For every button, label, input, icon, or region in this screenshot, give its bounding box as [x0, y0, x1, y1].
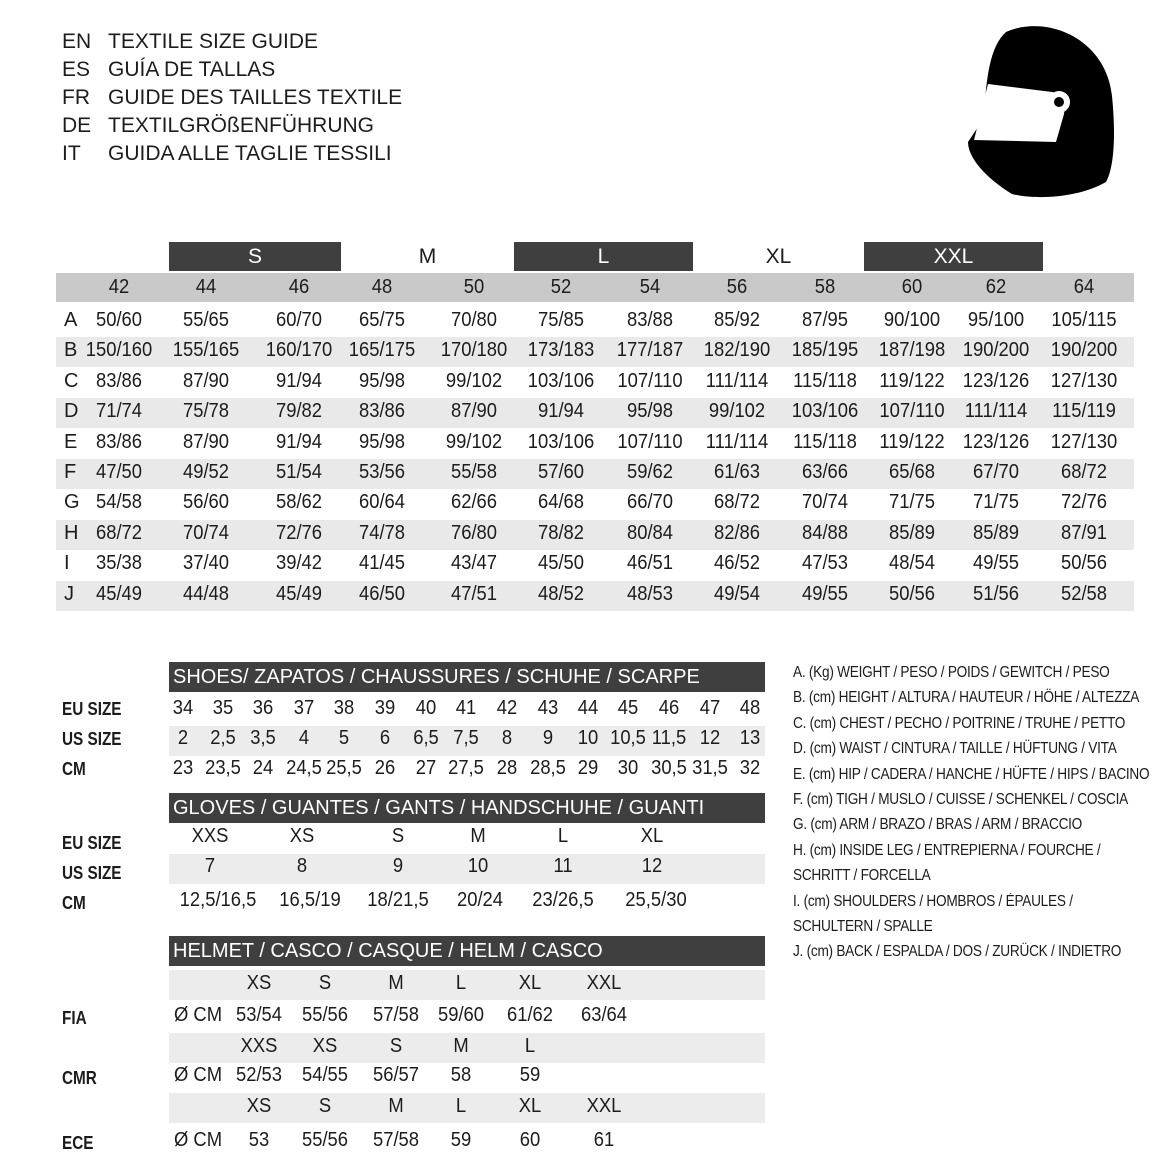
table-cell: 111/114: [964, 400, 1028, 423]
helmet-cm-cell: 59/60: [437, 1004, 485, 1026]
shoe-size-cell: 23,5: [205, 757, 241, 779]
gloves-label-eu: EU SIZE: [62, 833, 122, 853]
table-cell: 103/106: [527, 369, 595, 392]
legend-item: E. (cm) HIP / CADERA / HANCHE / HÜFTE / HIPS / BACINO: [793, 765, 1150, 783]
table-cell: 187/198: [878, 339, 946, 362]
shoe-size-cell: 9: [542, 727, 554, 749]
table-cell: 48/54: [888, 552, 936, 575]
table-cell: 41/45: [358, 552, 406, 575]
table-cell: 119/122: [879, 430, 945, 453]
table-cell: 49/54: [713, 582, 761, 605]
table-cell: 68/72: [95, 521, 143, 544]
table-cell: 103/106: [791, 400, 859, 423]
table-cell: 87/95: [801, 309, 849, 331]
table-cell: 76/80: [450, 521, 498, 544]
table-cell: 95/98: [358, 369, 406, 392]
table-cell: 71/75: [972, 491, 1020, 514]
helmet-title: HELMET / CASCO / CASQUE / HELM / CASCO: [169, 936, 765, 966]
table-cell: 83/86: [95, 430, 143, 453]
helmet-cm-cell: 61: [593, 1129, 615, 1151]
shoe-size-cell: 28: [496, 757, 518, 779]
table-cell: 111/114: [705, 430, 769, 453]
helmet-size-label: XXS: [240, 1035, 278, 1057]
helmet-size-label: S: [389, 1035, 403, 1057]
helmet-size-label: L: [455, 1095, 467, 1117]
shoe-size-cell: 24: [252, 757, 274, 779]
shoe-size-cell: 25,5: [326, 757, 362, 779]
table-cell: 44/48: [182, 582, 230, 605]
legend-item: B. (cm) HEIGHT / ALTURA / HAUTEUR / HÖHE / ALTEZZA: [793, 689, 1140, 707]
row-label-i: I: [64, 552, 70, 575]
shoe-size-cell: 4: [298, 727, 310, 749]
table-cell: 47/53: [801, 552, 849, 575]
helmet-cm-cell: 55/56: [301, 1129, 349, 1151]
table-cell: 78/82: [537, 521, 585, 544]
helmet-size-label: S: [318, 972, 332, 994]
title-en: EN TEXTILE SIZE GUIDE: [62, 30, 319, 53]
legend-item: G. (cm) ARM / BRAZO / BRAS / ARM / BRACCIO: [793, 816, 1083, 834]
legend-item: J. (cm) BACK / ESPALDA / DOS / ZURÜCK / INDIETRO: [793, 943, 1122, 961]
table-cell: 190/200: [962, 339, 1030, 362]
table-cell: 103/106: [527, 430, 595, 453]
table-cell: 49/55: [801, 582, 849, 605]
helmet-unit-label: Ø CM: [173, 1064, 223, 1086]
eu-size-header: 46: [288, 276, 310, 298]
table-cell: 37/40: [182, 552, 230, 575]
helmet-cm-cell: 60: [519, 1129, 541, 1151]
shoe-size-cell: 47: [699, 697, 721, 719]
table-cell: 123/126: [962, 430, 1030, 453]
helmet-icon: [966, 18, 1116, 203]
table-cell: 57/60: [537, 461, 585, 483]
shoe-size-cell: 38: [333, 697, 355, 719]
helmet-cm-cell: 53: [248, 1129, 270, 1151]
shoe-size-cell: 27,5: [448, 757, 484, 779]
shoes-label-cm: CM: [62, 759, 86, 779]
eu-size-header: 60: [901, 276, 923, 298]
row-label-b: B: [64, 339, 78, 362]
glove-size-cell: 25,5/30: [625, 889, 687, 911]
shoe-size-cell: 10: [577, 727, 599, 749]
legend-item: F. (cm) TIGH / MUSLO / CUISSE / SCHENKEL / COSCIA: [793, 790, 1128, 808]
table-cell: 99/102: [445, 430, 503, 453]
gloves-label-cm: CM: [62, 893, 86, 913]
shoe-size-cell: 13: [739, 727, 761, 749]
table-cell: 56/60: [182, 491, 230, 514]
table-cell: 90/100: [883, 309, 941, 331]
table-cell: 47/50: [95, 461, 143, 483]
shoe-size-cell: 34: [172, 697, 194, 719]
table-cell: 49/52: [182, 461, 230, 483]
shoe-size-cell: 37: [293, 697, 315, 719]
row-label-a: A: [64, 309, 78, 331]
table-cell: 45/49: [95, 582, 143, 605]
glove-size-cell: XL: [640, 825, 664, 847]
table-cell: 87/90: [182, 369, 230, 392]
table-cell: 55/58: [450, 461, 498, 483]
glove-size-cell: S: [391, 825, 405, 847]
table-cell: 80/84: [626, 521, 674, 544]
table-cell: 95/98: [358, 430, 406, 453]
shoe-size-cell: 42: [496, 697, 518, 719]
table-cell: 115/118: [793, 369, 857, 392]
shoe-size-cell: 39: [374, 697, 396, 719]
shoe-size-cell: 6,5: [413, 727, 439, 749]
table-cell: 105/115: [1051, 309, 1117, 331]
table-cell: 59/62: [626, 461, 674, 483]
table-cell: 99/102: [708, 400, 766, 423]
shoe-size-cell: 30: [617, 757, 639, 779]
helmet-size-label: S: [318, 1095, 332, 1117]
helmet-cm-cell: 54/55: [301, 1064, 349, 1086]
table-cell: 46/50: [358, 582, 406, 605]
eu-size-header: 56: [726, 276, 748, 298]
helmet-standard-cmr: CMR: [62, 1068, 97, 1088]
helmet-size-label: L: [455, 972, 467, 994]
shoe-size-cell: 46: [658, 697, 680, 719]
helmet-size-label: XL: [518, 1095, 542, 1117]
legend-item: D. (cm) WAIST / CINTURA / TAILLE / HÜFTUNG / VITA: [793, 740, 1117, 758]
shoe-size-cell: 2: [177, 727, 189, 749]
shoe-size-cell: 30,5: [651, 757, 687, 779]
table-cell: 70/74: [182, 521, 230, 544]
table-cell: 99/102: [445, 369, 503, 392]
table-cell: 170/180: [440, 339, 508, 362]
glove-size-cell: M: [470, 825, 486, 847]
shoe-size-cell: 41: [455, 697, 477, 719]
table-cell: 68/72: [1060, 461, 1108, 483]
helmet-standard-fia: FIA: [62, 1008, 87, 1028]
legend-item: I. (cm) SHOULDERS / HOMBROS / ÉPAULES /: [793, 892, 1073, 910]
size-group-xl: XL: [765, 245, 792, 268]
table-cell: 82/86: [713, 521, 761, 544]
shoe-size-cell: 27: [415, 757, 437, 779]
table-cell: 91/94: [275, 430, 323, 453]
table-cell: 165/175: [348, 339, 416, 362]
helmet-cm-cell: 59: [519, 1064, 541, 1086]
table-cell: 65/68: [888, 461, 936, 483]
shoe-size-cell: 48: [739, 697, 761, 719]
table-cell: 51/56: [972, 582, 1020, 605]
legend-item: H. (cm) INSIDE LEG / ENTREPIERNA / FOURCHE /: [793, 841, 1101, 859]
table-cell: 107/110: [879, 400, 945, 423]
shoe-size-cell: 5: [338, 727, 350, 749]
shoe-size-cell: 36: [252, 697, 274, 719]
shoe-size-cell: 32: [739, 757, 761, 779]
table-cell: 70/80: [450, 309, 498, 331]
size-group-s: S: [169, 242, 341, 271]
shoe-size-cell: 6: [379, 727, 391, 749]
table-cell: 45/49: [275, 582, 323, 605]
eu-size-header: 48: [371, 276, 393, 298]
row-label-c: C: [64, 369, 79, 392]
shoe-size-cell: 8: [501, 727, 513, 749]
table-cell: 79/82: [275, 400, 323, 423]
eu-size-header: 64: [1073, 276, 1095, 298]
shoe-size-cell: 28,5: [530, 757, 566, 779]
legend-item: SCHRITT / FORCELLA: [793, 867, 931, 885]
shoe-size-cell: 3,5: [250, 727, 276, 749]
table-cell: 185/195: [791, 339, 859, 362]
table-cell: 60/70: [275, 309, 323, 331]
helmet-size-label: XS: [246, 1095, 272, 1117]
table-cell: 83/88: [626, 309, 674, 331]
table-cell: 75/78: [182, 400, 230, 423]
glove-size-cell: XXS: [191, 825, 229, 847]
table-cell: 65/75: [358, 309, 406, 331]
eu-size-header: 50: [463, 276, 485, 298]
table-cell: 68/72: [713, 491, 761, 514]
title-fr: FR GUIDE DES TAILLES TEXTILE: [62, 86, 403, 109]
row-label-e: E: [64, 430, 78, 453]
table-cell: 58/62: [275, 491, 323, 514]
eu-size-header-row: [56, 273, 1134, 302]
glove-size-cell: 7: [204, 855, 216, 877]
table-cell: 150/160: [85, 339, 153, 362]
row-label-f: F: [64, 461, 77, 483]
eu-size-header: 58: [814, 276, 836, 298]
helmet-unit-label: Ø CM: [173, 1004, 223, 1026]
helmet-cm-cell: 63/64: [580, 1004, 628, 1026]
glove-size-cell: 8: [296, 855, 308, 877]
table-cell: 52/58: [1060, 582, 1108, 605]
shoes-label-us: US SIZE: [62, 729, 122, 749]
eu-size-header: 44: [195, 276, 217, 298]
table-cell: 51/54: [275, 461, 323, 483]
table-cell: 47/51: [450, 582, 498, 605]
helmet-standard-ece: ECE: [62, 1133, 94, 1153]
table-cell: 71/74: [95, 400, 143, 423]
table-cell: 60/64: [358, 491, 406, 514]
glove-size-cell: 9: [392, 855, 404, 877]
table-cell: 54/58: [95, 491, 143, 514]
eu-size-header: 62: [985, 276, 1007, 298]
helmet-size-label: XL: [518, 972, 542, 994]
shoe-size-cell: 43: [537, 697, 559, 719]
legend-item: A. (Kg) WEIGHT / PESO / POIDS / GEWITCH / PESO: [793, 664, 1110, 681]
measurement-legend: [793, 660, 1173, 965]
table-cell: 39/42: [275, 552, 323, 575]
gloves-label-us: US SIZE: [62, 863, 122, 883]
table-cell: 70/74: [801, 491, 849, 514]
table-cell: 84/88: [801, 521, 849, 544]
helmet-size-label: XXL: [586, 972, 622, 994]
glove-size-cell: 20/24: [456, 889, 504, 911]
row-label-h: H: [64, 521, 79, 544]
table-cell: 127/130: [1050, 430, 1118, 453]
glove-size-cell: 12,5/16,5: [179, 889, 257, 911]
shoe-size-cell: 10,5: [610, 727, 646, 749]
table-cell: 67/70: [972, 461, 1020, 483]
table-cell: 123/126: [962, 369, 1030, 392]
shoe-size-cell: 12: [699, 727, 721, 749]
shoe-size-cell: 23: [172, 757, 194, 779]
shoe-size-cell: 29: [577, 757, 599, 779]
helmet-unit-label: Ø CM: [173, 1129, 223, 1151]
table-cell: 155/165: [172, 339, 240, 362]
title-it: IT GUIDA ALLE TAGLIE TESSILI: [62, 142, 392, 165]
shoes-label-eu: EU SIZE: [62, 699, 122, 719]
glove-size-cell: 11: [553, 855, 573, 877]
table-cell: 111/114: [705, 369, 769, 392]
glove-size-cell: 10: [467, 855, 489, 877]
table-cell: 55/65: [182, 309, 230, 331]
shoe-size-cell: 45: [617, 697, 639, 719]
table-cell: 46/51: [626, 552, 674, 575]
helmet-cm-cell: 58: [450, 1064, 472, 1086]
row-label-j: J: [64, 582, 74, 605]
glove-size-cell: 18/21,5: [367, 889, 429, 911]
helmet-size-label: L: [524, 1035, 536, 1057]
table-cell: 127/130: [1050, 369, 1118, 392]
shoe-size-cell: 26: [374, 757, 396, 779]
table-cell: 50/60: [95, 309, 143, 331]
table-cell: 190/200: [1050, 339, 1118, 362]
shoes-title: SHOES/ ZAPATOS / CHAUSSURES / SCHUHE / SCARPE: [169, 662, 765, 692]
shoe-size-cell: 24,5: [286, 757, 322, 779]
table-cell: 64/68: [537, 491, 585, 514]
table-cell: 46/52: [713, 552, 761, 575]
table-cell: 49/55: [972, 552, 1020, 575]
title-block: [62, 28, 402, 168]
table-cell: 74/78: [358, 521, 406, 544]
table-cell: 61/63: [713, 461, 761, 483]
title-de: DE TEXTILGRÖßENFÜHRUNG: [62, 114, 375, 137]
table-cell: 87/90: [450, 400, 498, 423]
helmet-size-label: XS: [246, 972, 272, 994]
table-cell: 160/170: [265, 339, 333, 362]
helmet-cm-cell: 56/57: [372, 1064, 420, 1086]
helmet-cm-cell: 59: [450, 1129, 472, 1151]
size-group-m: M: [418, 245, 437, 268]
helmet-size-label: XXL: [586, 1095, 622, 1117]
table-cell: 107/110: [617, 430, 683, 453]
table-cell: 173/183: [527, 339, 595, 362]
helmet-cm-cell: 52/53: [235, 1064, 283, 1086]
glove-size-cell: 16,5/19: [279, 889, 341, 911]
helmet-size-label: M: [388, 1095, 404, 1117]
gloves-title: GLOVES / GUANTES / GANTS / HANDSCHUHE / GUANTI: [169, 793, 765, 823]
table-cell: 35/38: [95, 552, 143, 575]
table-cell: 72/76: [275, 521, 323, 544]
table-cell: 85/89: [972, 521, 1020, 544]
table-cell: 177/187: [616, 339, 684, 362]
table-cell: 71/75: [888, 491, 936, 514]
table-cell: 115/119: [1052, 400, 1116, 423]
helmet-size-label: M: [388, 972, 404, 994]
table-cell: 72/76: [1060, 491, 1108, 514]
legend-item: C. (cm) CHEST / PECHO / POITRINE / TRUHE / PETTO: [793, 714, 1126, 732]
glove-size-cell: XS: [289, 825, 315, 847]
table-cell: 115/118: [793, 430, 857, 453]
helmet-cm-cell: 57/58: [372, 1129, 420, 1151]
table-cell: 91/94: [537, 400, 585, 423]
legend-item: SCHULTERN / SPALLE: [793, 917, 933, 935]
row-label-d: D: [64, 400, 79, 423]
shoe-size-cell: 2,5: [210, 727, 236, 749]
shoe-size-cell: 7,5: [453, 727, 479, 749]
glove-size-cell: L: [557, 825, 569, 847]
table-cell: 83/86: [358, 400, 406, 423]
size-group-l: L: [514, 242, 693, 271]
table-cell: 83/86: [95, 369, 143, 392]
eu-size-header: 52: [550, 276, 572, 298]
table-cell: 43/47: [450, 552, 498, 575]
shoe-size-cell: 11,5: [651, 727, 687, 749]
eu-size-header: 42: [108, 276, 130, 298]
table-cell: 50/56: [888, 582, 936, 605]
table-cell: 87/91: [1060, 521, 1108, 544]
size-group-xxl: XXL: [864, 242, 1043, 271]
table-cell: 48/52: [537, 582, 585, 605]
table-cell: 62/66: [450, 491, 498, 514]
table-cell: 91/94: [275, 369, 323, 392]
helmet-size-label: XS: [312, 1035, 338, 1057]
table-cell: 53/56: [358, 461, 406, 483]
table-cell: 95/100: [967, 309, 1025, 331]
table-cell: 85/92: [713, 309, 761, 331]
glove-size-cell: 12: [641, 855, 663, 877]
helmet-cm-cell: 57/58: [372, 1004, 420, 1026]
table-cell: 119/122: [879, 369, 945, 392]
table-cell: 45/50: [537, 552, 585, 575]
shoe-size-cell: 40: [415, 697, 437, 719]
shoe-size-cell: 44: [577, 697, 599, 719]
table-cell: 182/190: [703, 339, 771, 362]
helmet-size-label: M: [453, 1035, 469, 1057]
title-es: ES GUÍA DE TALLAS: [62, 58, 276, 81]
table-cell: 107/110: [617, 369, 683, 392]
glove-size-cell: 23/26,5: [532, 889, 594, 911]
helmet-cm-cell: 61/62: [506, 1004, 554, 1026]
table-cell: 85/89: [888, 521, 936, 544]
table-cell: 66/70: [626, 491, 674, 514]
table-cell: 95/98: [626, 400, 674, 423]
table-cell: 63/66: [801, 461, 849, 483]
table-cell: 75/85: [537, 309, 585, 331]
table-cell: 50/56: [1060, 552, 1108, 575]
table-cell: 87/90: [182, 430, 230, 453]
shoe-size-cell: 31,5: [692, 757, 728, 779]
row-label-g: G: [64, 491, 80, 514]
table-cell: 48/53: [626, 582, 674, 605]
eu-size-header: 54: [639, 276, 661, 298]
shoe-size-cell: 35: [212, 697, 234, 719]
helmet-cm-cell: 55/56: [301, 1004, 349, 1026]
helmet-cm-cell: 53/54: [235, 1004, 283, 1026]
